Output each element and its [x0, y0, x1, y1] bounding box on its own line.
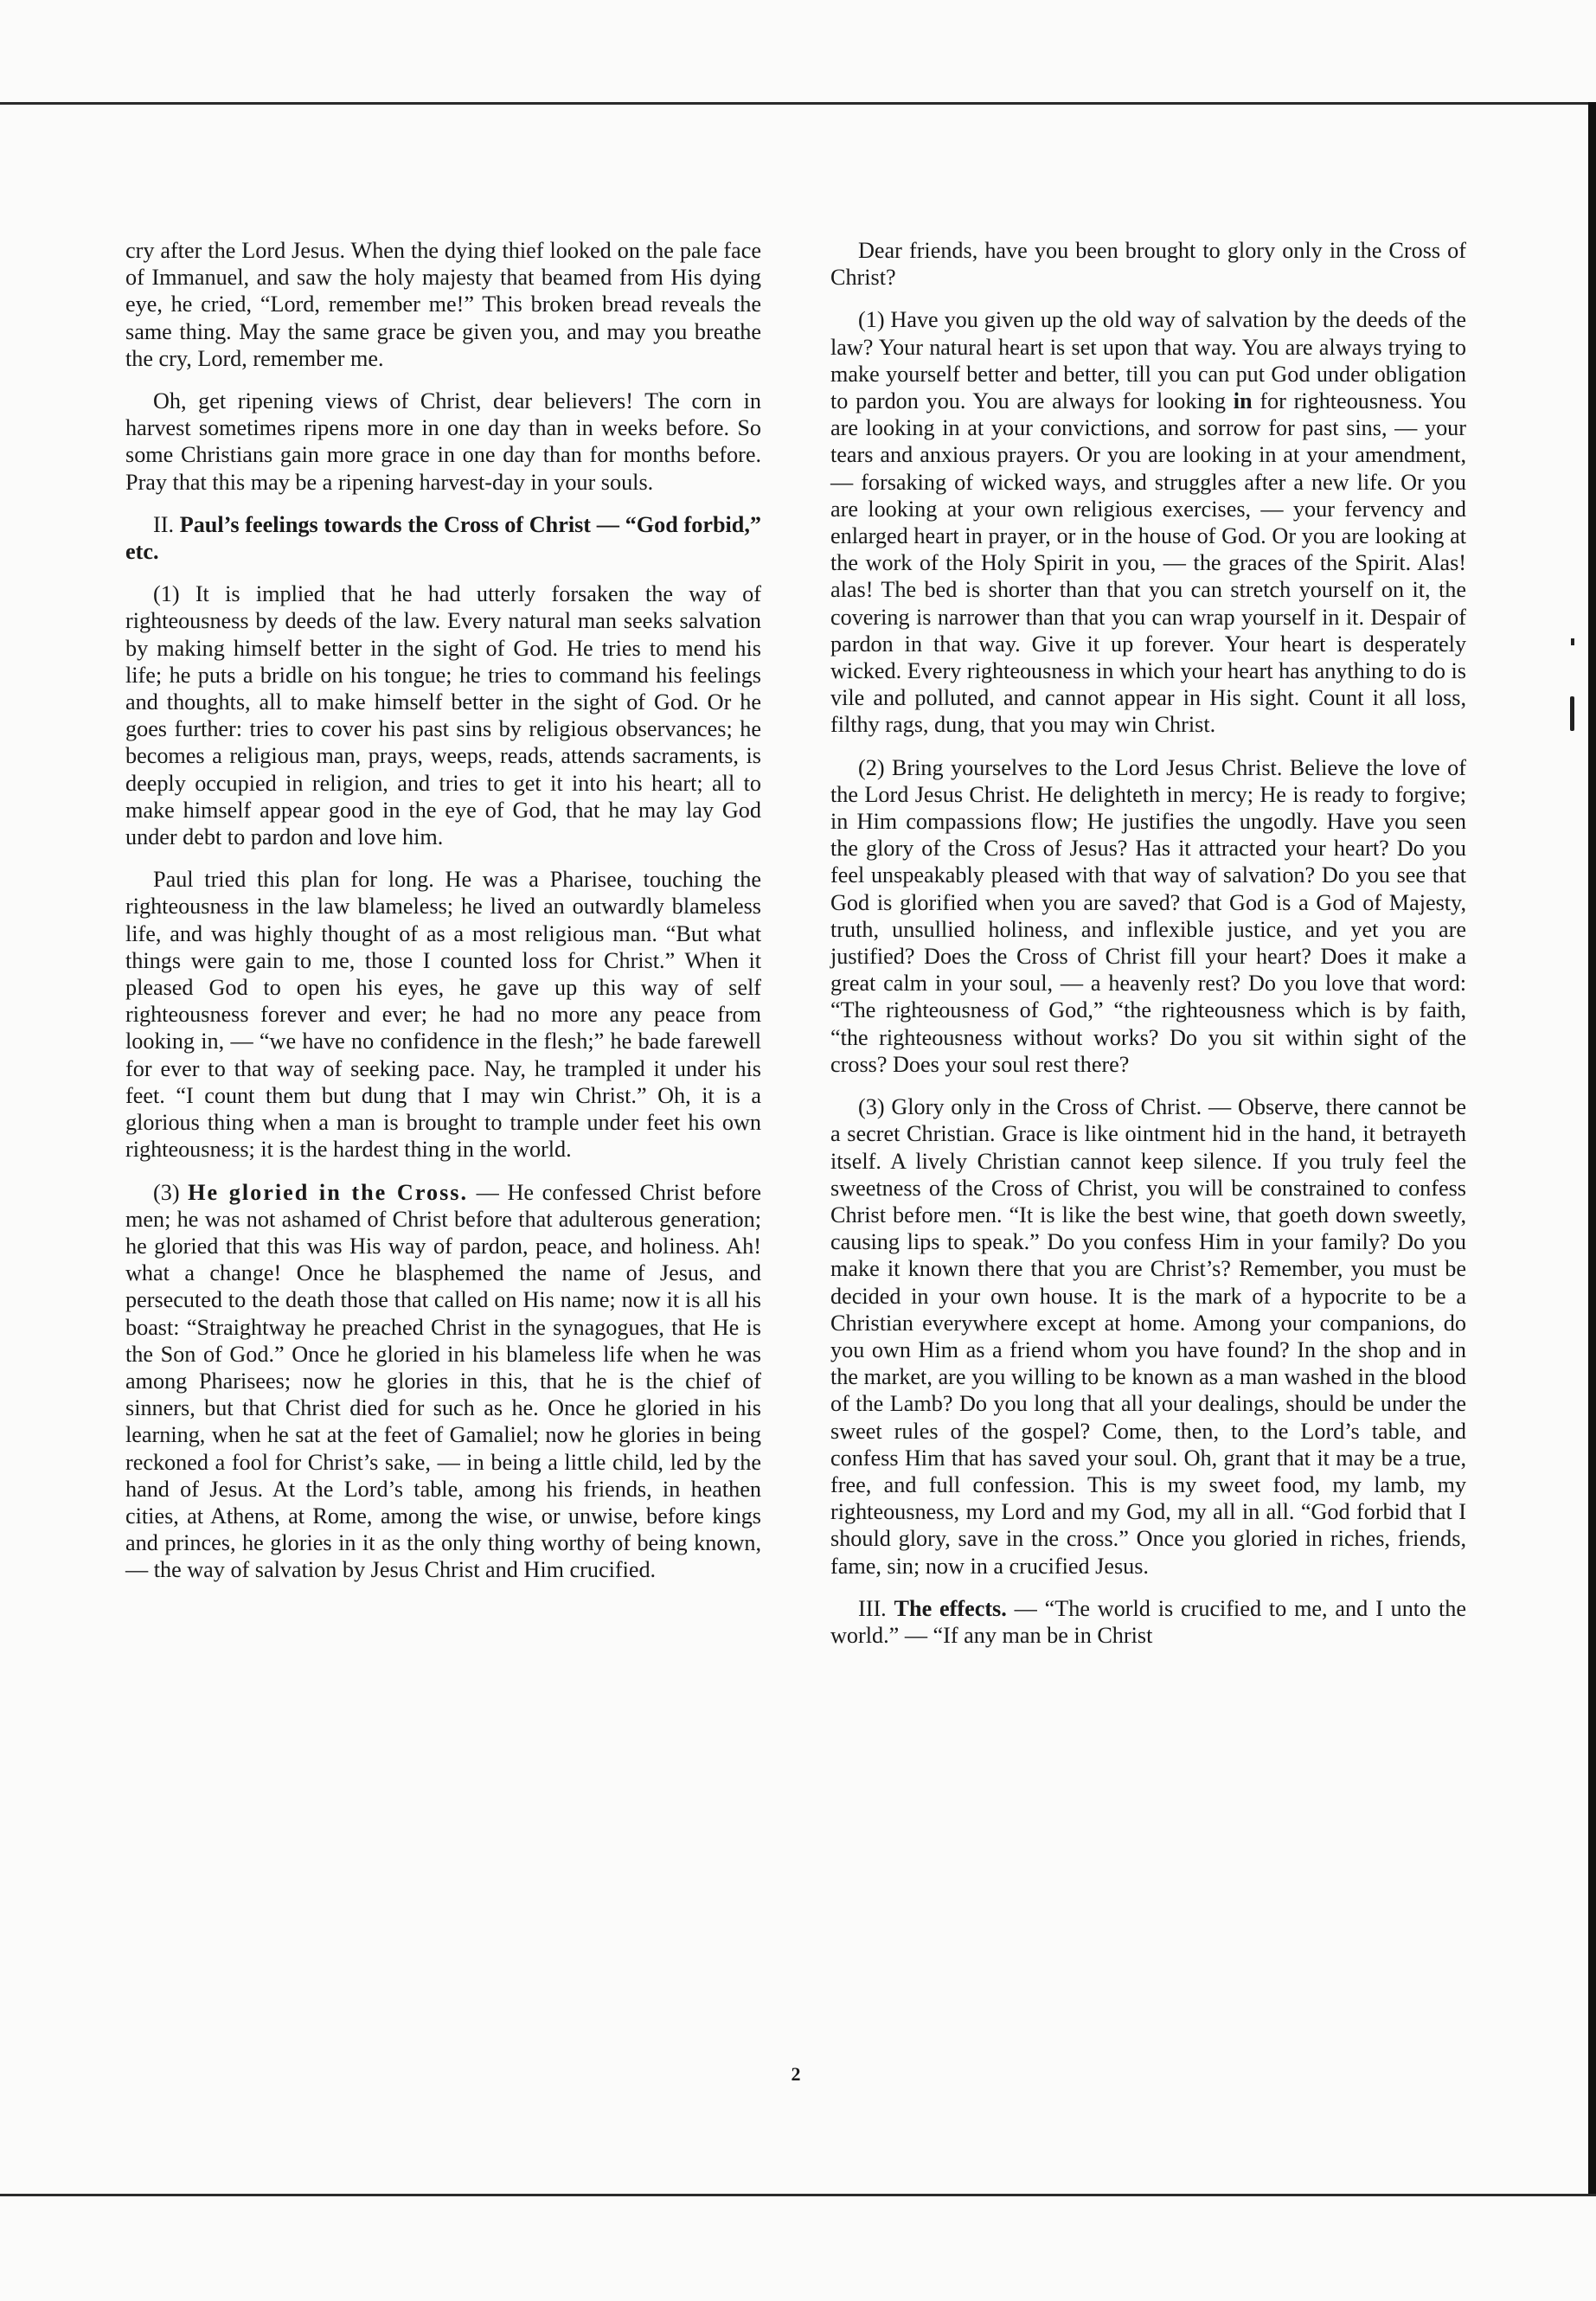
right-column: [830, 237, 1466, 1664]
section-title: The effects.: [894, 1595, 1007, 1621]
emphasis: in: [1233, 388, 1253, 414]
section-heading: [125, 511, 761, 565]
paragraph: [830, 306, 1466, 738]
paragraph-text: for righteousness. You are looking in at your convictions, and sorrow for past sins, — your tears and anxious prayers. Or you are looking in at your amendment, — forsaking of wicked ways, and struggles after a new life. Or you are looking at your own religious exercises, — your fervency and enlarged heart in prayer, or in the house of God. Or you are looking at the work of the Holy Spirit in you, — the graces of the Spirit. Alas! alas! The bed is shorter than that you can stretch yourself on it, the covering is narrower than that you can wrap yourself in it. Despair of pardon in that way. Give it up forever. Your heart is desperately wicked. Every righteousness in which your heart has anything to do is vile and polluted, and cannot appear in His sight. Count it all loss, filthy rags, dung, that you may win Christ.: [830, 388, 1466, 738]
paragraph: Dear friends, have you been brought to glory only in the Cross of Christ?: [830, 238, 1466, 291]
scan-mark: [1571, 638, 1574, 645]
point-title: He gloried in the Cross.: [188, 1179, 469, 1205]
section-heading: [830, 1595, 1466, 1649]
paragraph: (1) It is implied that he had utterly forsaken the way of righteousness by deeds of the law. Every natural man seeks salvation by making himself better in the sight of God. He tries to mend his life; he puts a bridle on his tongue; he tries to command his feelings and thoughts, all to make himself better in the sight of God. Or he goes further: tries to cover his past sins by religious observances; he becomes a religious man, prays, weeps, reads, attends sacraments, is deeply occupied in religion, and tries to get it into his heart; all to make himself appear good in the eye of God, that he may lay God under debt to pardon and love him.: [125, 581, 761, 850]
top-border-rule: [0, 102, 1596, 105]
paragraph: Paul tried this plan for long. He was a Pharisee, touching the righteousness in the law blameless; he lived an outwardly blameless life, and was highly thought of as a most religious man. “But what things were gain to me, those I counted loss for Christ.” When it pleased God to open his eyes, he gave up this way of self righteousness forever and ever; he had no more any peace from looking in, — “we have no confidence in the flesh;” he bade farewell for ever to that way of seeking pace. Nay, he trampled it under his feet. “I count them but dung that I may win Christ.” Oh, it is a glorious thing when a man is brought to trample under feet his own righteousness; it is the hardest thing in the world.: [125, 867, 761, 1163]
paragraph-text: — He confessed Christ before men; he was not ashamed of Christ before that adulterous generation; he gloried that this was His way of pardon, peace, and holiness. Ah! what a change! Once he blasphemed the name of Jesus, and persecuted to the death those that called on His name; now it is all his boast: “Straightway he preached Christ in the synagogues, that He is the Son of God.” Once he gloried in his blameless life when he was among Pharisees; now he glories in this, that he is the chief of sinners, but that Christ died for such as he. Once he gloried in his learning, when he sat at the feet of Gamaliel; now he glories in being reckoned a fool for Christ’s sake, — in being a little child, led by the hand of Jesus. At the Lord’s table, among his friends, in heathen cities, at Athens, at Rome, among the wise, or unwise, before kings and princes, he glories in it as the only thing worthy of being known, — the way of salvation by Jesus Christ and Him crucified.: [125, 1179, 761, 1583]
point-number: (3): [153, 1179, 189, 1205]
section-title: Paul’s feelings towards the Cross of Christ — “God forbid,” etc.: [125, 511, 761, 565]
paragraph: Oh, get ripening views of Christ, dear believers! The corn in harvest sometimes ripens more in one day than in weeks before. So some Christians gain more grace in one day than for months before. Pray that this may be a ripening harvest-day in your souls.: [125, 388, 761, 495]
paragraph: [125, 1179, 761, 1584]
section-number: II.: [153, 511, 180, 537]
paragraph: (3) Glory only in the Cross of Christ. — Observe, there cannot be a secret Christian. Grace is like ointment hid in the hand, it betrayeth itself. A lively Christian cannot keep silence. If you truly feel the sweetness of the Cross of Christ, you will be constrained to confess Christ before men. “It is like the best wine, that goeth down sweetly, causing lips to speak.” Do you confess Him in your family? Do you make it known there that you are Christ’s? Remember, you must be decided in your own house. It is the mark of a hypocrite to be a Christian everywhere except at home. Among your companions, do you own Him as a friend whom you have found? In the shop and in the market, are you willing to be known as a man washed in the blood of the Lamb? Do you long that all your dealings, should be under the sweet rules of the gospel? Come, then, to the Lord’s table, and confess Him that has saved your soul. Oh, grant that it may be a true, free, and full confession. This is my sweet food, my lamb, my righteousness, my Lord and my God, my all in all. “God forbid that I should glory, save in the cross.” Once you gloried in riches, friends, fame, sin; now in a crucified Jesus.: [830, 1094, 1466, 1579]
scan-right-edge: [1588, 102, 1596, 2195]
paragraph: cry after the Lord Jesus. When the dying thief looked on the pale face of Immanuel, and saw the holy majesty that beamed from His dying eye, he cried, “Lord, remember me!” This broken bread reveals the same thing. May the same grace be given you, and may you breathe the cry, Lord, remember me.: [125, 238, 761, 371]
page-number: 2: [791, 2063, 801, 2085]
bottom-border-rule: [0, 2194, 1596, 2196]
left-column: [125, 237, 761, 1599]
paragraph-text: — “The world is crucified to me, and I unto the world.” — “If any man be in Christ: [830, 1595, 1466, 1648]
paragraph-text: (1) Have you given up the old way of salvation by the deeds of the law? Your natural heart is set upon that way. You are always trying to make yourself better and better, till you can put God under obligation to pardon you. You are always for looking: [830, 307, 1466, 414]
section-number: III.: [858, 1595, 894, 1621]
paragraph: (2) Bring yourselves to the Lord Jesus Christ. Believe the love of the Lord Jesus Christ. He delighteth in mercy; He is ready to forgive; in Him compassions flow; He justifies the ungodly. Have you seen the glory of the Cross of Jesus? Has it attracted your heart? Do you feel unspeakably pleased with that way of salvation? Do you see that God is glorified when you are saved? that God is a God of Majesty, truth, unsullied holiness, and inflexible justice, and yet you are justified? Does the Cross of Christ fill your heart? Does it make a great calm in your soul, — a heavenly rest? Do you love that word: “The righteousness of God,” “the righteousness which is by faith, “the righteousness without works? Do you sit within sight of the cross? Does your soul rest there?: [830, 754, 1466, 1077]
scan-mark: [1570, 696, 1574, 731]
